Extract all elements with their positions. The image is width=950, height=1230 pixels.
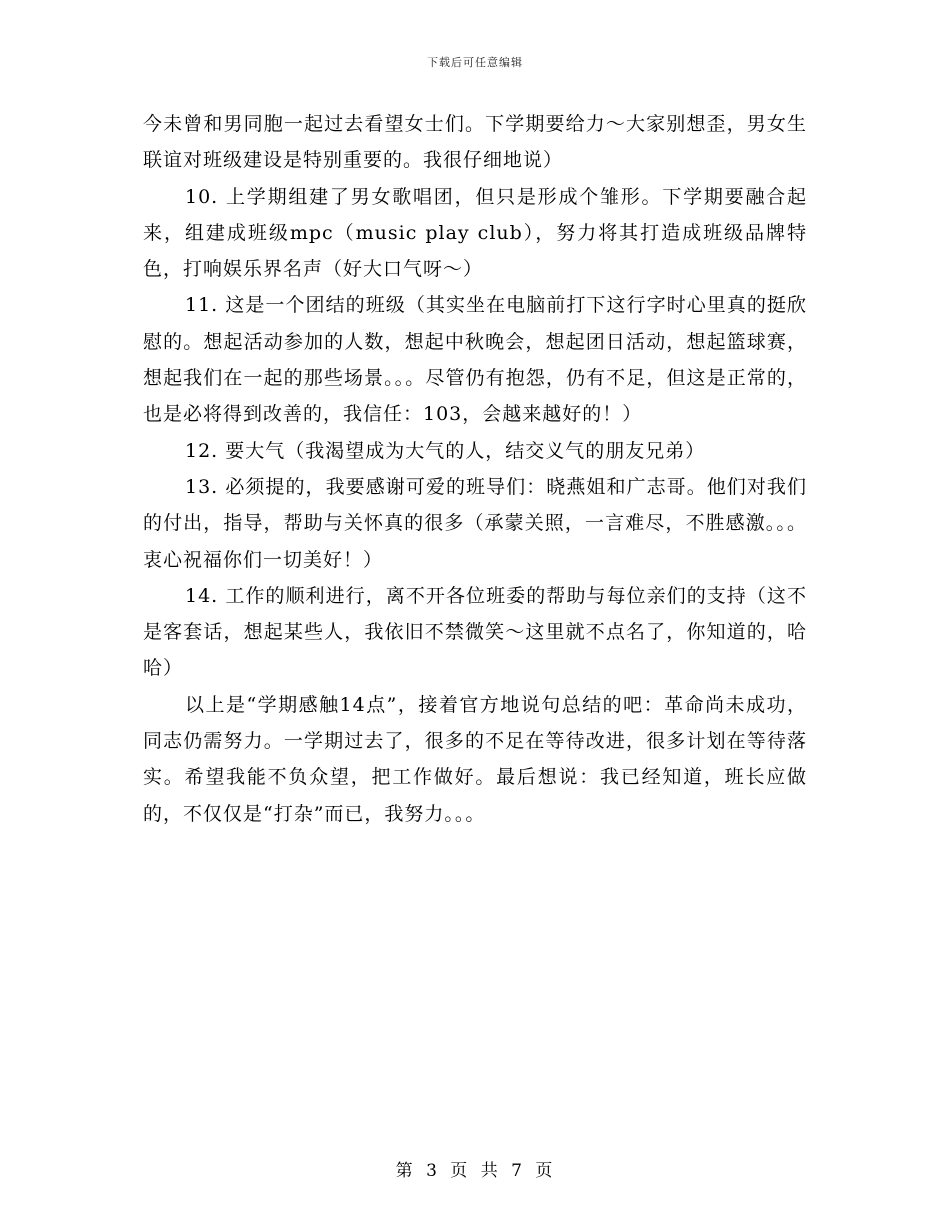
paragraph-item-11: 11. 这是一个团结的班级（其实坐在电脑前打下这行字时心里真的挺欣慰的。想起活动参加的人数，想起中秋晚会，想起团日活动，想起篮球赛，想起我们在一起的那些场景。。。尽管仍有抱怨，仍有不足，但这是正常的，也是必将得到改善的，我信任：103，会越来越好的！） [143, 294, 807, 426]
page-header-note: 下载后可任意编辑 [427, 56, 523, 69]
paragraph-item-13: 13. 必须提的，我要感谢可爱的班导们：晓燕姐和广志哥。他们对我们的付出，指导，帮助与关怀真的很多（承蒙关照，一言难尽，不胜感激。。。衷心祝福你们一切美好！） [143, 475, 807, 571]
paragraph-item-10: 10. 上学期组建了男女歌唱团，但只是形成个雏形。下学期要融合起来，组建成班级mpc（music play club），努力将其打造成班级品牌特色，打响娱乐界名声（好大口气呀～） [143, 185, 807, 281]
paragraph-continued: 今未曾和男同胞一起过去看望女士们。下学期要给力～大家别想歪，男女生联谊对班级建设是特别重要的。我很仔细地说） [143, 113, 807, 172]
paragraph-item-14: 14. 工作的顺利进行，离不开各位班委的帮助与每位亲们的支持（这不是客套话，想起某些人，我依旧不禁微笑～这里就不点名了，你知道的，哈哈） [143, 584, 807, 680]
paragraph-item-12: 12. 要大气（我渴望成为大气的人，结交义气的朋友兄弟） [185, 439, 706, 462]
document-body [143, 106, 807, 832]
page-number: 第 3 页 共 7 页 [395, 1161, 555, 1181]
paragraph-summary: 以上是“学期感触14点”，接着官方地说句总结的吧：革命尚未成功，同志仍需努力。一学期过去了，很多的不足在等待改进，很多计划在等待落实。希望我能不负众望，把工作做好。最后想说：我已经知道，班长应做的，不仅仅是“打杂”而已，我努力。。。 [143, 693, 807, 825]
